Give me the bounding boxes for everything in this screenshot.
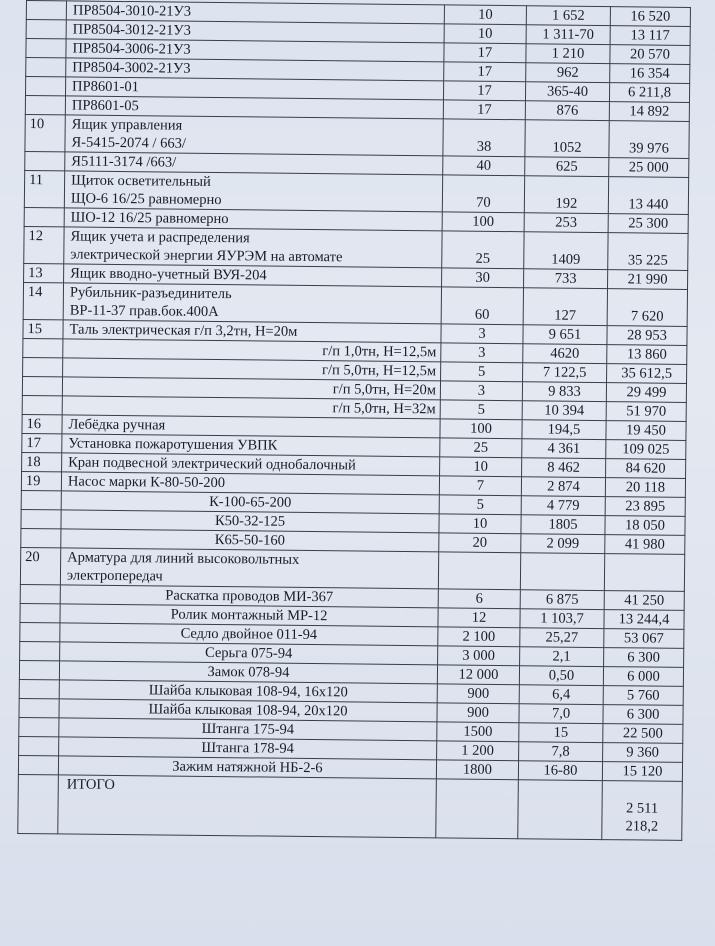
table-row xyxy=(20,547,684,591)
item-price: 194,5 xyxy=(522,420,606,440)
item-name-line: ШО-12 16/25 равномерно xyxy=(70,209,229,228)
item-name-line: г/п 5,0тн, Н=20м xyxy=(332,381,437,399)
item-name-line: Штанга 178-94 xyxy=(201,739,294,757)
row-number xyxy=(20,584,60,603)
item-name xyxy=(64,227,442,268)
table-row xyxy=(23,282,687,326)
item-quantity: 6 xyxy=(438,589,520,609)
row-number: 19 xyxy=(21,471,61,490)
item-sum: 6 300 xyxy=(603,705,683,725)
item-name-line: К-100-65-200 xyxy=(209,493,292,511)
item-sum: 6 000 xyxy=(603,667,683,687)
item-price: 192 xyxy=(524,176,608,214)
item-quantity xyxy=(438,552,520,590)
item-sum: 7 620 xyxy=(607,289,687,327)
row-number xyxy=(19,679,59,698)
item-sum: 29 499 xyxy=(606,383,686,403)
item-quantity: 10 xyxy=(439,514,521,534)
item-quantity: 30 xyxy=(442,268,524,288)
item-sum: 6 211,8 xyxy=(609,83,689,103)
total-price-cell xyxy=(518,780,603,840)
total-label: ИТОГО xyxy=(58,775,437,838)
row-number: 14 xyxy=(23,282,63,319)
item-price: 15 xyxy=(519,723,603,743)
row-number xyxy=(19,717,59,736)
item-quantity: 17 xyxy=(443,100,525,120)
item-name-line: Таль электрическая г/п 3,2тн, Н=20м xyxy=(69,321,298,340)
row-number xyxy=(26,1,66,20)
item-name-line: Лебёдка ручная xyxy=(68,416,166,434)
item-name xyxy=(60,548,438,589)
item-price: 365-40 xyxy=(525,82,609,102)
item-price: 1 311-70 xyxy=(526,25,610,45)
item-name-line: ЩО-6 16/25 равномерно xyxy=(70,190,222,209)
item-price: 1805 xyxy=(521,515,605,535)
total-value-line1: 2 511 xyxy=(625,800,659,817)
item-name xyxy=(64,171,442,212)
item-price: 1 652 xyxy=(526,6,610,26)
item-sum: 13 440 xyxy=(608,177,688,215)
item-quantity: 7 xyxy=(439,476,521,496)
item-quantity: 5 xyxy=(439,495,521,515)
item-name-line: ПР8504-3006-21У3 xyxy=(72,40,191,58)
item-price: 7 122,5 xyxy=(523,363,607,383)
item-quantity: 25 xyxy=(440,438,522,458)
row-number xyxy=(19,698,59,717)
item-quantity: 17 xyxy=(444,43,526,63)
item-name-line: г/п 1,0тн, Н=12,5м xyxy=(322,343,437,361)
item-name-line: Я-5415-2074 / 663/ xyxy=(71,134,186,152)
item-price: 2 099 xyxy=(521,534,605,554)
item-name-line: Арматура для линий высоковольтных xyxy=(67,549,300,568)
item-name-line: Я5111-3174 /663/ xyxy=(71,153,177,171)
row-number: 17 xyxy=(22,433,62,452)
item-name-line: Раскатка проводов МИ-367 xyxy=(165,587,334,606)
item-name-line: Установка пожаротушения УВПК xyxy=(68,435,278,454)
item-sum: 18 050 xyxy=(605,516,685,536)
table-row xyxy=(24,170,688,214)
item-price: 8 462 xyxy=(522,458,606,478)
item-sum: 19 450 xyxy=(606,421,686,441)
row-number xyxy=(26,58,66,77)
item-price: 876 xyxy=(525,101,609,121)
item-name-line: Ящик вводно-учетный ВУЯ-204 xyxy=(70,265,267,284)
item-sum: 13 244,4 xyxy=(604,610,684,630)
item-name-line: Штанга 175-94 xyxy=(201,720,295,738)
item-quantity: 12 xyxy=(438,608,520,628)
item-quantity: 3 xyxy=(441,343,523,363)
table-row xyxy=(24,226,688,270)
item-name-line: электрической энергии ЯУРЭМ на автомате xyxy=(70,246,343,266)
item-quantity: 40 xyxy=(443,156,525,176)
item-sum: 41 980 xyxy=(605,535,685,555)
item-price: 4620 xyxy=(523,344,607,364)
item-sum: 16 354 xyxy=(610,64,690,84)
item-quantity: 100 xyxy=(442,212,524,232)
row-number: 12 xyxy=(24,226,64,263)
item-name-line: г/п 5,0тн, Н=32м xyxy=(332,400,436,418)
item-quantity: 100 xyxy=(440,419,522,439)
item-name-line: Ящик учета и распределения xyxy=(70,228,250,247)
item-quantity: 3 000 xyxy=(438,646,520,666)
total-row xyxy=(18,774,683,840)
row-number xyxy=(21,490,61,509)
item-name-line: Кран подвесной электрический однобалочный xyxy=(68,454,356,474)
item-quantity: 17 xyxy=(444,62,526,82)
item-sum: 13 117 xyxy=(610,26,690,46)
row-number: 10 xyxy=(25,114,65,151)
item-name xyxy=(65,115,443,156)
row-number xyxy=(25,151,65,170)
item-quantity: 1500 xyxy=(437,722,519,742)
item-name-line: электропередач xyxy=(66,567,163,585)
row-number xyxy=(22,395,62,414)
item-quantity: 38 xyxy=(443,119,525,157)
row-number: 18 xyxy=(22,452,62,471)
item-sum: 20 118 xyxy=(605,478,685,498)
item-sum: 9 360 xyxy=(603,743,683,763)
item-price: 6,4 xyxy=(519,685,603,705)
row-number xyxy=(26,20,66,39)
item-name-line: ПР8601-05 xyxy=(71,97,139,115)
total-num-cell xyxy=(18,774,59,833)
item-name-line: Ящик управления xyxy=(71,116,183,134)
table-row xyxy=(25,114,689,158)
item-price: 2 874 xyxy=(521,477,605,497)
total-value-line2: 218,2 xyxy=(625,818,659,835)
item-name-line: К50-32-125 xyxy=(214,513,286,530)
row-number: 20 xyxy=(20,547,60,584)
item-price: 9 651 xyxy=(523,325,607,345)
item-name-line: ПР8504-3002-21У3 xyxy=(72,59,191,77)
row-number xyxy=(20,641,60,660)
item-sum: 25 300 xyxy=(608,214,688,234)
item-sum: 15 120 xyxy=(602,762,682,782)
item-name-line: Зажим натяжной НБ-2-6 xyxy=(172,758,323,777)
item-name-line: Замок 078-94 xyxy=(207,663,290,681)
item-name-line: К65-50-160 xyxy=(214,532,285,549)
item-price: 7,0 xyxy=(519,704,603,724)
item-quantity: 10 xyxy=(444,24,526,44)
item-quantity: 60 xyxy=(441,287,523,325)
row-number xyxy=(26,39,66,58)
item-price: 1409 xyxy=(524,232,608,270)
item-sum: 35 612,5 xyxy=(607,364,687,384)
item-price: 733 xyxy=(524,269,608,289)
item-price: 4 361 xyxy=(522,439,606,459)
item-price: 9 833 xyxy=(522,382,606,402)
row-number: 16 xyxy=(22,414,62,433)
item-price: 7,8 xyxy=(519,742,603,762)
row-number xyxy=(19,660,59,679)
item-sum: 51 970 xyxy=(606,402,686,422)
item-price: 2,1 xyxy=(520,647,604,667)
item-quantity: 25 xyxy=(442,231,524,269)
item-quantity: 12 000 xyxy=(437,665,519,685)
item-quantity: 5 xyxy=(441,362,523,382)
row-number: 15 xyxy=(23,319,63,338)
item-price: 4 779 xyxy=(521,496,605,516)
row-number: 11 xyxy=(24,170,64,207)
item-sum: 14 892 xyxy=(609,102,689,122)
total-value xyxy=(602,781,683,841)
item-sum: 22 500 xyxy=(603,724,683,744)
item-name-line: ПР8601-01 xyxy=(72,78,140,96)
price-table xyxy=(17,0,691,841)
row-number xyxy=(23,357,63,376)
item-price: 10 394 xyxy=(522,401,606,421)
item-name-line: Ролик монтажный МР-12 xyxy=(170,606,328,625)
item-price: 253 xyxy=(524,213,608,233)
item-sum: 28 953 xyxy=(607,326,687,346)
item-quantity: 5 xyxy=(440,400,522,420)
row-number xyxy=(18,755,58,774)
row-number xyxy=(20,603,60,622)
item-price: 625 xyxy=(525,157,609,177)
item-price: 0,50 xyxy=(519,666,603,686)
item-name-line: Щиток осветительный xyxy=(71,172,211,190)
item-quantity: 1 200 xyxy=(437,741,519,761)
item-sum: 53 067 xyxy=(604,629,684,649)
item-name-line: ВР-11-37 прав.бок.400А xyxy=(69,302,219,321)
item-name-line: ПР8504-3010-21У3 xyxy=(72,2,192,20)
item-sum: 25 000 xyxy=(609,158,689,178)
item-sum: 20 570 xyxy=(610,45,690,65)
item-sum: 39 976 xyxy=(609,121,689,159)
item-quantity: 10 xyxy=(444,5,526,25)
row-number xyxy=(22,376,62,395)
item-name-line: Рубильник-разъединитель xyxy=(69,284,232,303)
item-quantity: 17 xyxy=(443,81,525,101)
item-name xyxy=(63,283,441,324)
item-price: 25,27 xyxy=(520,628,604,648)
item-sum: 16 520 xyxy=(610,7,690,27)
item-name-line: Седло двойное 011-94 xyxy=(180,625,318,644)
item-quantity: 2 100 xyxy=(438,627,520,647)
row-number xyxy=(25,96,65,115)
item-sum: 5 760 xyxy=(603,686,683,706)
item-quantity: 20 xyxy=(439,533,521,553)
item-price: 1052 xyxy=(525,120,609,158)
item-price: 127 xyxy=(523,288,607,326)
item-quantity: 900 xyxy=(437,684,519,704)
item-price xyxy=(520,553,604,591)
item-price: 1 210 xyxy=(526,44,610,64)
item-name-line: Шайба клыковая 108-94, 16х120 xyxy=(148,682,348,701)
item-sum: 21 990 xyxy=(608,270,688,290)
row-number xyxy=(23,338,63,357)
item-price: 1 103,7 xyxy=(520,609,604,629)
item-sum: 84 620 xyxy=(606,459,686,479)
item-quantity: 3 xyxy=(441,324,523,344)
item-price: 962 xyxy=(526,63,610,83)
row-number xyxy=(24,207,64,226)
item-sum: 35 225 xyxy=(608,233,688,271)
item-sum: 41 250 xyxy=(604,591,684,611)
item-name-line: Шайба клыковая 108-94, 20х120 xyxy=(148,701,348,720)
row-number xyxy=(21,509,61,528)
item-quantity: 900 xyxy=(437,703,519,723)
item-sum xyxy=(604,554,684,592)
item-sum: 109 025 xyxy=(606,440,686,460)
item-sum: 23 895 xyxy=(605,497,685,517)
total-qty-cell xyxy=(436,779,519,839)
row-number xyxy=(21,528,61,547)
row-number xyxy=(25,77,65,96)
row-number xyxy=(19,736,59,755)
item-price: 16-80 xyxy=(518,761,602,781)
item-quantity: 10 xyxy=(440,457,522,477)
item-quantity: 1800 xyxy=(436,760,518,780)
row-number: 13 xyxy=(24,263,64,282)
item-name-line: ПР8504-3012-21У3 xyxy=(72,21,191,39)
item-sum: 13 860 xyxy=(607,345,687,365)
item-quantity: 70 xyxy=(442,175,524,213)
item-price: 6 875 xyxy=(520,590,604,610)
row-number xyxy=(20,622,60,641)
item-name-line: Насос марки К-80-50-200 xyxy=(67,473,226,492)
item-name-line: г/п 5,0тн, Н=12,5м xyxy=(322,362,437,380)
item-sum: 6 300 xyxy=(604,648,684,668)
item-name-line: Серьга 075-94 xyxy=(204,644,293,662)
item-quantity: 3 xyxy=(440,381,522,401)
